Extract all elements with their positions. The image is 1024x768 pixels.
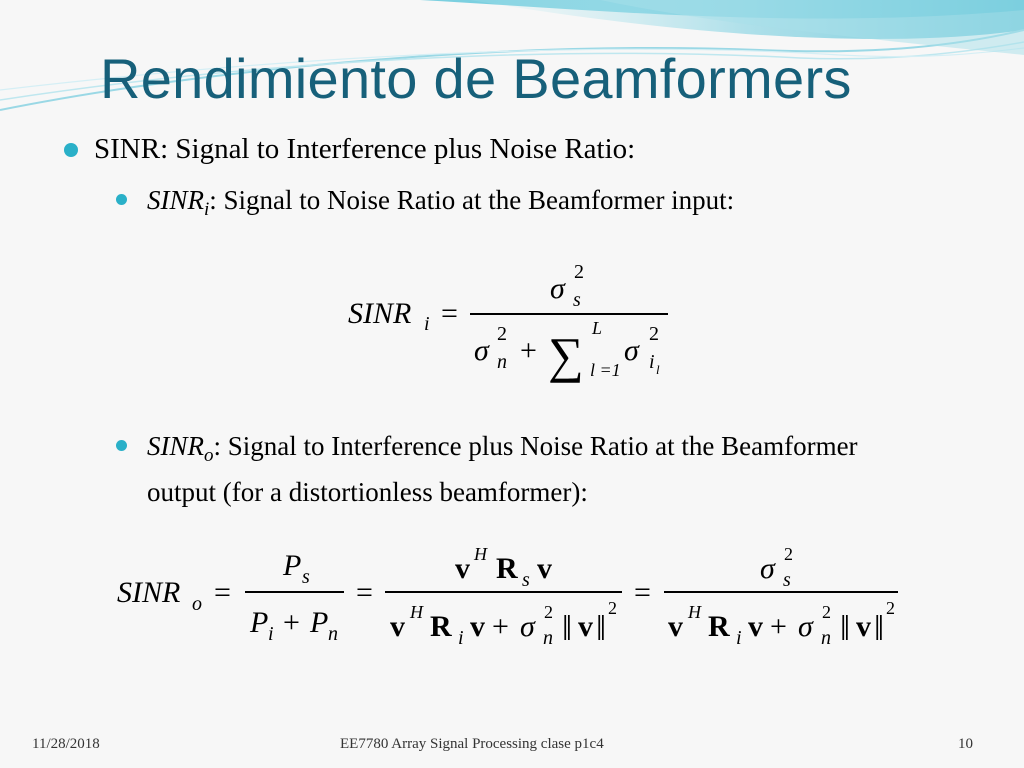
eq2-f2-den-R: R — [430, 610, 452, 643]
eq1-den2-subsub: l — [656, 362, 660, 377]
eq2-f3-den-v2: v — [748, 610, 763, 643]
eq1-num-sub: s — [573, 289, 581, 311]
eq2-f3-den-n: n — [821, 627, 831, 649]
eq2-f1-plus: + — [283, 606, 300, 639]
eq2-lhs-sub: o — [192, 593, 202, 615]
eq2-f3-den-sigma: σ — [798, 610, 813, 643]
bullet-sinr-o-text: : Signal to Interference plus Noise Ratio at the Beamformer output (for a distortionless beamformer): — [147, 431, 858, 507]
eq2-f3-den-sup: 2 — [822, 602, 831, 622]
eq1-den2-sup: 2 — [649, 323, 659, 345]
term-subscript: o — [204, 445, 214, 466]
eq1-sum-top: L — [592, 318, 603, 338]
eq1-num-sigma: σ — [550, 272, 565, 305]
eq1-equals: = — [441, 297, 458, 330]
eq2-f2-den-v3: v — [578, 610, 593, 643]
eq2-f1-num-sub: s — [302, 566, 310, 588]
eq2-f3-num-sigma: σ — [760, 552, 775, 585]
eq2-f3-den-i: i — [736, 627, 742, 649]
eq2-f2-num-H: H — [474, 544, 487, 564]
eq2-f2-num-R: R — [496, 552, 518, 585]
bullet-dot-icon — [116, 440, 127, 451]
eq2-f3-num-sup: 2 — [784, 544, 793, 564]
eq2-f2-norm-sup: 2 — [608, 598, 617, 618]
bullet-sinr-i-text: : Signal to Noise Ratio at the Beamformer input: — [209, 185, 735, 215]
eq2-f2-num-s: s — [522, 569, 530, 591]
eq2-f2-norm-right: ‖ — [596, 608, 607, 648]
eq1-sum-icon: ∑ — [548, 327, 584, 383]
eq2-f1-den-b-sub: n — [328, 623, 338, 645]
eq1-plus: + — [520, 334, 537, 367]
eq2-f1-den-b: P — [310, 606, 329, 639]
eq2-f3-den-H: H — [688, 602, 701, 622]
eq2-f3-den-plus: + — [770, 610, 787, 643]
slide-title: Rendimiento de Beamformers — [100, 47, 852, 110]
eq2-f3-den-v1: v — [668, 610, 683, 643]
eq1-lhs: SINR — [348, 297, 412, 330]
eq2-f3-norm-left: ‖ — [840, 608, 851, 648]
eq1-lhs-sub: i — [424, 313, 430, 335]
eq2-f2-den-i: i — [458, 627, 464, 649]
eq2-lhs: SINR — [117, 576, 181, 609]
eq2-f2-norm-left: ‖ — [562, 608, 573, 648]
bullet-dot-icon — [64, 143, 78, 157]
term-subscript: i — [204, 199, 210, 220]
eq2-f3-den-R: R — [708, 610, 730, 643]
eq1-den-sigma: σ — [474, 334, 489, 367]
eq2-f3-norm-sup: 2 — [886, 598, 895, 618]
eq1-sum-bottom: l =1 — [590, 360, 621, 380]
eq2-equals-1: = — [214, 576, 231, 609]
eq1-den2-sub: i — [649, 351, 655, 373]
footer-course: EE7780 Array Signal Processing clase p1c4 — [340, 736, 604, 752]
eq2-f1-num: P — [283, 549, 302, 582]
eq2-f1-den-a: P — [250, 606, 269, 639]
eq1-den-sigma2: σ — [624, 334, 639, 367]
footer-page-number: 10 — [958, 736, 973, 752]
bullet-sinr-text: SINR: Signal to Interference plus Noise Ratio: — [94, 133, 636, 165]
eq1-num-sup: 2 — [574, 261, 584, 283]
bullet-dot-icon — [116, 194, 127, 205]
eq2-f2-num-v2: v — [537, 552, 552, 585]
eq2-f2-den-v1: v — [390, 610, 405, 643]
term-sinr: SINR — [147, 431, 204, 461]
eq2-f3-num-s: s — [783, 569, 791, 591]
eq2-equals-3: = — [634, 576, 651, 609]
eq1-den-sup: 2 — [497, 323, 507, 345]
eq2-equals-2: = — [356, 576, 373, 609]
footer-date: 11/28/2018 — [32, 736, 100, 752]
eq2-f3-norm-right: ‖ — [874, 608, 885, 648]
eq2-f2-den-sup: 2 — [544, 602, 553, 622]
eq2-f1-den-a-sub: i — [268, 623, 274, 645]
eq1-den-sub: n — [497, 351, 507, 373]
eq2-f3-den-v3: v — [856, 610, 871, 643]
eq2-f2-den-n: n — [543, 627, 553, 649]
eq2-f2-den-H: H — [410, 602, 423, 622]
eq2-f2-num-v1: v — [455, 552, 470, 585]
eq2-f2-den-v2: v — [470, 610, 485, 643]
term-sinr: SINR — [147, 185, 204, 215]
eq2-f2-den-plus: + — [492, 610, 509, 643]
eq2-f2-den-sigma: σ — [520, 610, 535, 643]
